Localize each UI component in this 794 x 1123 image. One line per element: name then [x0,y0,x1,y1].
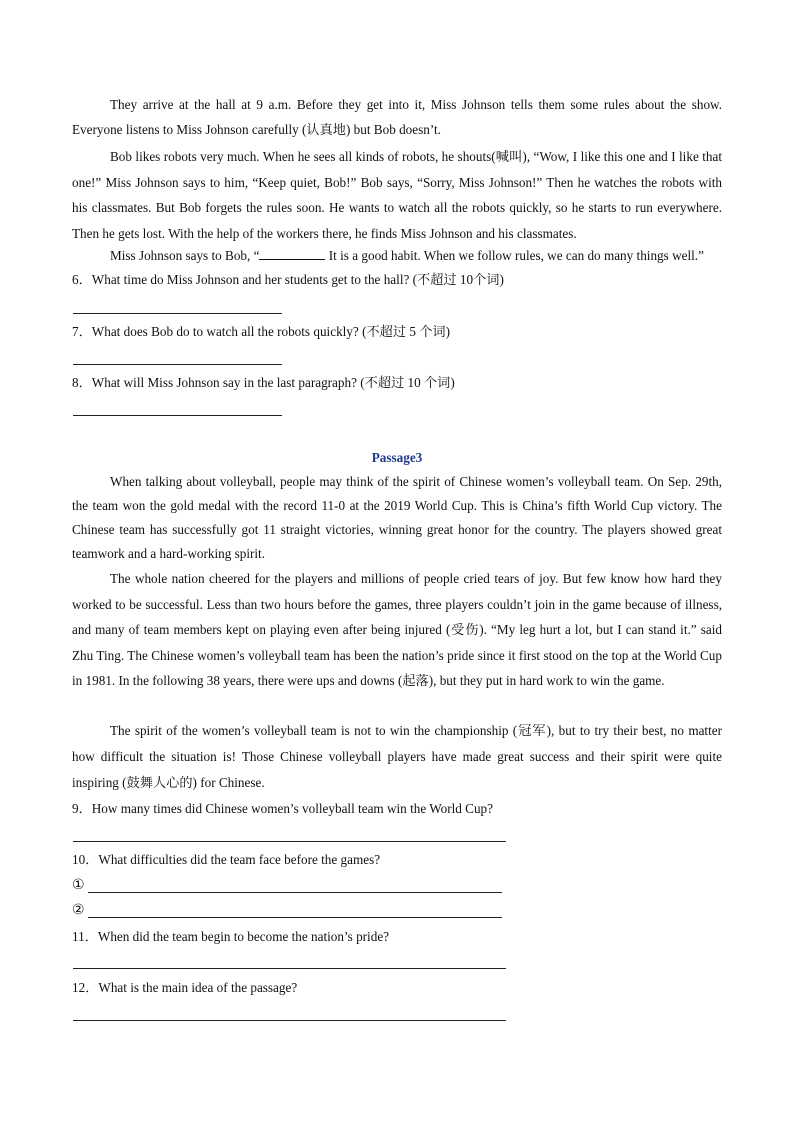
answer-line-7[interactable] [73,364,282,365]
passage2-paragraph-2: Bob likes robots very much. When he sees all kinds of robots, he shouts(喊叫), “Wow, I like this one and I like that one!” Miss Johnson says to him, “Keep quiet, Bob!” Bob says, “Sorry, Miss Johnson!” Then he watches the robots with his classmates. But Bob forgets the rules soon. He wants to watch all the robots quickly, so he starts to run everywhere. Then he gets lost. With the help of the workers there, he finds Miss Johnson and his classmates. [72,149,722,241]
question-9 [72,799,722,819]
passage3-paragraph-3: The spirit of the women’s volleyball team is not to win the championship (冠军), but to try their best, no matter how difficult the situation is! Those Chinese volleyball players have made great success and their spirit were quite inspiring (鼓舞人心的) for Chinese. [72,723,722,790]
question-text: What will Miss Johnson say in the last paragraph? (不超过 10 个词) [91,375,455,390]
question-number: 6． [72,272,92,287]
passage3-paragraph-2: The whole nation cheered for the players and millions of people cried tears of joy. But few know how hard they worked to be successful. Less than two hours before the games, three players couldn’t join in the game because of illness, and many of team members kept on playing even after being injured (受伤). “My leg hurt a lot, but I can stand it.” said Zhu Ting. The Chinese women’s volleyball team has been the nation’s pride since it first stood on the top at the World Cup in 1981. In the following 38 years, there were ups and downs (起落), but they put in hard work to win the game. [72,571,722,689]
question-number: 9． [72,801,92,816]
question-12 [72,978,722,998]
question-11 [72,927,722,947]
question-number: 11． [72,929,98,944]
answer-line-6[interactable] [73,313,282,314]
passage3-paragraph-1: When talking about volleyball, people may think of the spirit of Chinese women’s volleyball team. On Sep. 29th, the team won the gold medal with the record 11-0 at the 2019 World Cup. This is China’s fifth World Cup victory. The Chinese team has successfully got 11 straight victories, winning great honor for the country. The players showed great teamwork and a hard-working spirit. [72,474,722,561]
question-number: 7． [72,324,92,339]
question-text: What is the main idea of the passage? [98,980,298,995]
passage3-title: Passage3 [371,450,423,465]
question-number: 10． [72,852,99,867]
question-number: 12． [72,980,99,995]
question-6 [72,270,722,290]
question-text: What difficulties did the team face before the games? [98,852,381,867]
answer-line-10-1[interactable] [88,892,502,893]
answer-line-11[interactable] [73,968,506,969]
passage2-paragraph-1: They arrive at the hall at 9 a.m. Before they get into it, Miss Johnson tells them some rules about the show. Everyone listens to Miss Johnson carefully (认真地) but Bob doesn’t. [72,97,722,137]
paragraph-3-lead: Miss Johnson says to Bob, “ [110,248,260,263]
question-text: What does Bob do to watch all the robots quickly? (不超过 5 个词) [91,324,450,339]
answer-line-12[interactable] [73,1020,506,1021]
answer-line-10-2[interactable] [88,917,502,918]
question-text: What time do Miss Johnson and her students get to the hall? (不超过 10个词) [91,272,504,287]
answer-line-9[interactable] [73,841,506,842]
marker-two: ② [72,902,85,918]
paragraph-3-rest: It is a good habit. When we follow rules, we can do many things well.” [325,248,704,263]
question-text: How many times did Chinese women’s volleyball team win the World Cup? [91,801,493,816]
marker-one: ① [72,877,85,893]
answer-line-8[interactable] [73,415,282,416]
question-number: 8． [72,375,92,390]
fill-blank[interactable] [259,248,325,260]
question-8 [72,373,722,393]
question-10 [72,850,722,870]
question-text: When did the team begin to become the nation’s pride? [97,929,390,944]
passage2-paragraph-3 [72,243,722,268]
question-7 [72,322,722,342]
